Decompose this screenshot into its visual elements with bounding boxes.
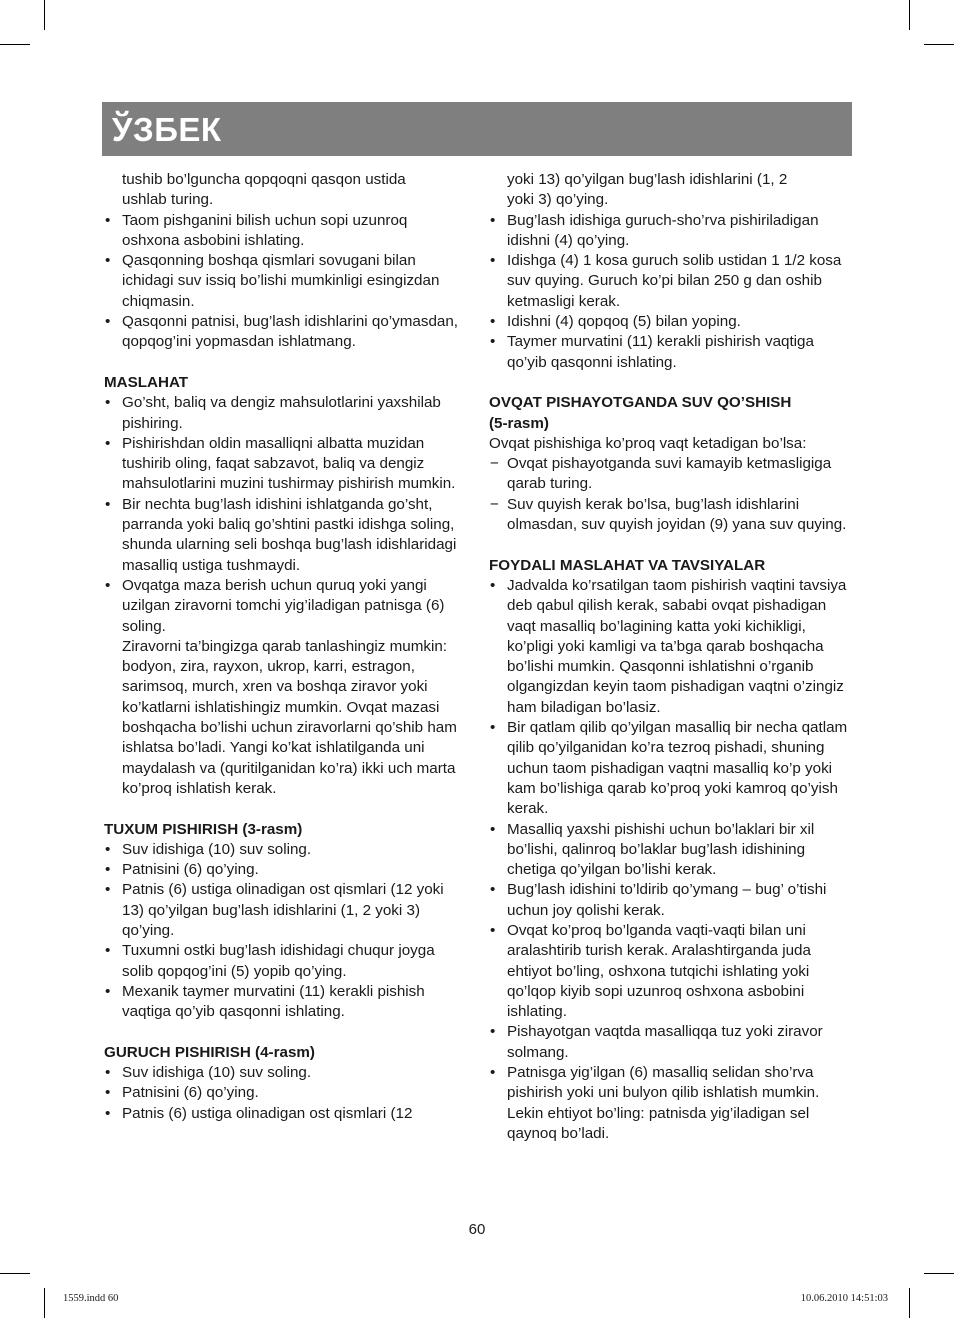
- section-heading: TUXUM PISHIRISH (3-rasm): [104, 820, 303, 838]
- list-item: • Ovqatga maza berish uchun quruq yoki yangi uzilgan ziravorni tomchi yig’iladigan patnisga (6) soling. Ziravorni ta’bingizga qarab tanlashingiz mumkin: bodyon, zira, rayxon, ukrop, karri, estragon, sarimsoq, murch, xren va boshqa ziravor yoki ko’katlarni ishlatishingiz mumkin. Ovqat mazasi boshqacha bo’lishi uchun ziravorlarni qo’shib ham ishlatsa bo’ladi. Yangi ko’kat ishlatilganda uni maydalash va (quritilganidan ko’ra) ikki uch marta ko’proq ishlatish kerak.: [104, 576, 464, 799]
- list-item: • Taom pishganini bilish uchun sopi uzunroq oshxona asbobini ishlating.: [105, 211, 408, 249]
- crop-mark-top-right-horizontal: [924, 44, 954, 45]
- list-item: • Go’sht, baliq va dengiz mahsulotlarini yaxshilab pishiring.: [105, 394, 441, 432]
- section-heading-line2: (5-rasm): [489, 414, 549, 432]
- list-item: • Mexanik taymer murvatini (11) kerakli pishish vaqtiga qo’yib qasqonni ishlating.: [105, 982, 425, 1021]
- bullet-marker: •: [490, 576, 496, 594]
- list-item: • Patnis (6) ustiga olinadigan ost qismlari (12: [104, 1104, 464, 1124]
- crop-mark-bottom-right-vertical: [909, 1288, 910, 1318]
- list-item: • Jadvalda ko’rsatilgan taom pishirish vaqtini tavsiya deb qabul qilish kerak, sababi ovqat pishadigan vaqt masalliq bo’lagining katta yoki kichikligi, ko’pligi yoki kamligi va ta’bga qarab boshqacha bo’lishi mumkin. Qasqonni ishlatishni o’rganib olgangizdan keyin taom pishadigan vaqtni o’zingiz ham biladigan bo’lasiz.: [490, 576, 847, 716]
- list-item-extra-paragraph: Ziravorni ta’bingizga qarab tanlashingiz mumkin: bodyon, zira, rayxon, ukrop, karri, estragon, sarimsoq, murch, xren va boshqa ziravor yoki ko’katlarni ishlatishingiz mumkin. Ovqat mazasi boshqacha bo’lishi uchun ziravorlarni qo’shib ham ishlatsa bo’ladi. Yangi ko’kat ishlatilganda uni maydalash va (quritilganidan ko’ra) ikki uch marta ko’proq ishlatish kerak.: [122, 637, 457, 797]
- intro-line: yoki 3) qo’ying.: [507, 191, 609, 209]
- bullet-marker: •: [105, 840, 111, 858]
- left-column: [104, 170, 464, 1124]
- bullet-marker: •: [105, 394, 111, 412]
- section-heading: MASLAHAT: [104, 373, 189, 391]
- section-intro: Ovqat pishishiga ko’proq vaqt ketadigan bo’lsa:: [489, 434, 807, 452]
- bullet-marker: •: [490, 252, 496, 270]
- print-slug-timestamp: 10.06.2010 14:51:03: [800, 1293, 888, 1304]
- bullet-marker: •: [490, 1064, 496, 1082]
- list-item: • Idishni (4) qopqoq (5) bilan yoping.: [489, 312, 854, 332]
- bullet-marker: •: [105, 881, 111, 899]
- bullet-marker: •: [105, 576, 111, 594]
- right-column: [489, 170, 854, 1144]
- bullet-marker: •: [105, 942, 111, 960]
- section-heading: FOYDALI MASLAHAT VA TAVSIYALAR: [489, 556, 766, 574]
- list-item: • Ovqat ko’proq bo’lganda vaqti-vaqti bilan uni aralashtirib turish kerak. Aralashtirganda juda ehtiyot bo’ling, oshxona tutqichi ishlating yoki qo’lqop kiyib sopi uzunroq oshxona asbobini ishlating.: [490, 921, 811, 1021]
- bullet-marker: •: [105, 434, 111, 452]
- tuxum-bullet-list: [104, 840, 464, 1023]
- bullet-marker: •: [105, 982, 111, 1000]
- intro-line: yoki 13) qo’yilgan bug’lash idishlarini (1, 2: [507, 171, 788, 188]
- guruch-continued-list: [489, 211, 854, 373]
- crop-mark-top-left-vertical: [44, 0, 45, 30]
- crop-mark-bottom-right-horizontal: [924, 1273, 954, 1274]
- bullet-marker: •: [105, 861, 111, 879]
- dash-marker: −: [490, 495, 499, 513]
- intro-line: tushib bo’lguncha qopqoqni qasqon ustida: [122, 171, 406, 188]
- language-title: ЎЗБЕК: [112, 111, 222, 148]
- bullet-marker: •: [105, 211, 111, 229]
- bullet-marker: •: [490, 719, 496, 737]
- bullet-marker: •: [105, 252, 111, 270]
- list-item: • Pishayotgan vaqtda masalliqqa tuz yoki ziravor solmang.: [490, 1023, 823, 1061]
- list-item: • Suv idishiga (10) suv soling.: [104, 1063, 464, 1083]
- crop-mark-bottom-left-vertical: [44, 1288, 45, 1318]
- list-item: • Masalliq yaxshi pishishi uchun bo’laklari bir xil bo’lishi, qalinroq bo’laklar bug’lash idishining chetiga qo’yilgan bo’lishi kerak.: [490, 820, 815, 879]
- intro-bullet-list: [104, 211, 464, 353]
- list-item: • Patnisini (6) qo’ying.: [104, 1083, 464, 1103]
- list-item: • Patnisga yig’ilgan (6) masalliq selidan sho’rva pishirish yoki uni bulyon qilib ishlatish mumkin. Lekin ehtiyot bo’ling: patnisda yig’iladigan sel qaynoq bo’ladi.: [490, 1064, 820, 1142]
- bullet-marker: •: [105, 1084, 111, 1102]
- bullet-marker: •: [490, 820, 496, 838]
- maslahat-bullet-list: [104, 393, 464, 799]
- suv-dash-list: [489, 454, 854, 535]
- section-heading: GURUCH PISHIRISH (4-rasm): [104, 1043, 315, 1061]
- list-item: • Bir qatlam qilib qo’yilgan masalliq bir necha qatlam qilib qo’yilganidan ko’ra tezroq pishadi, shuning uchun taom pishadigan vaqtni masalliq ko’p yoki kam bo’lishiga qarab ko’proq yoki kamroq qo’yish kerak.: [490, 719, 848, 818]
- language-header-bar: [102, 102, 852, 156]
- crop-mark-top-right-vertical: [909, 0, 910, 30]
- bullet-marker: •: [490, 313, 496, 331]
- list-item: • Idishga (4) 1 kosa guruch solib ustidan 1 1/2 kosa suv quying. Guruch ko’pi bilan 250 g dan oshib ketmasligi kerak.: [490, 252, 842, 310]
- bullet-marker: •: [490, 211, 496, 229]
- list-item: • Taymer murvatini (11) kerakli pishirish vaqtiga qo’yib qasqonni ishlating.: [490, 333, 814, 371]
- bullet-marker: •: [490, 1023, 496, 1041]
- list-item: − Ovqat pishayotganda suvi kamayib ketmasligiga qarab turing.: [490, 455, 832, 493]
- list-item: • Tuxumni ostki bug’lash idishidagi chuqur joyga solib qopqog’ini (5) yopib qo’ying.: [105, 942, 435, 980]
- intro-line: ushlab turing.: [122, 191, 214, 209]
- section-heading: OVQAT PISHAYOTGANDA SUV QO’SHISH: [489, 394, 792, 412]
- list-item: • Bug’lash idishiga guruch-sho’rva pishiriladigan idishni (4) qo’ying.: [490, 211, 819, 249]
- page-number: 60: [468, 1221, 486, 1238]
- list-item: • Suv idishiga (10) suv soling.: [104, 840, 464, 860]
- list-item: • Bug’lash idishini to’ldirib qo’ymang – bug’ o’tishi uchun joy qolishi kerak.: [490, 881, 827, 919]
- crop-mark-bottom-left-horizontal: [0, 1273, 30, 1274]
- foydali-bullet-list: [489, 576, 854, 1144]
- dash-marker: −: [490, 455, 499, 473]
- list-item: − Suv quyish kerak bo’lsa, bug’lash idishlarini olmasdan, suv quyish joyidan (9) yana suv quying.: [490, 495, 847, 534]
- bullet-marker: •: [490, 881, 496, 899]
- bullet-marker: •: [105, 1104, 111, 1122]
- list-item: • Patnis (6) ustiga olinadigan ost qismlari (12 yoki 13) qo’yilgan bug’lash idishlarini (1, 2 yoki 3) qo’ying.: [105, 881, 444, 939]
- print-slug-filename: 1559.indd 60: [63, 1293, 119, 1304]
- list-item: • Bir nechta bug’lash idishini ishlatganda go’sht, parranda yoki baliq go’shtini pastki idishga soling, shunda ularning seli boshqa bug’lash idishlaridagi masalliq ustiga tushmaydi.: [105, 495, 457, 574]
- list-item: • Patnisini (6) qo’ying.: [104, 860, 464, 880]
- list-item: • Pishirishdan oldin masalliqni albatta muzidan tushirib oling, faqat sabzavot, baliq va dengiz mahsulotlarini muzini tushirmay pishirish mumkin.: [105, 434, 456, 493]
- bullet-marker: •: [105, 495, 111, 513]
- bullet-marker: •: [105, 1064, 111, 1082]
- guruch-bullet-list: [104, 1063, 464, 1124]
- bullet-marker: •: [490, 333, 496, 351]
- bullet-marker: •: [105, 313, 111, 331]
- crop-mark-top-left-horizontal: [0, 44, 30, 45]
- bullet-marker: •: [490, 921, 496, 939]
- list-item: • Qasqonni patnisi, bug’lash idishlarini qo’ymasdan, qopqog’ini yopmasdan ishlatmang.: [105, 313, 459, 351]
- list-item: • Qasqonning boshqa qismlari sovugani bilan ichidagi suv issiq bo’lishi mumkinligi esingizdan chiqmasin.: [105, 252, 440, 310]
